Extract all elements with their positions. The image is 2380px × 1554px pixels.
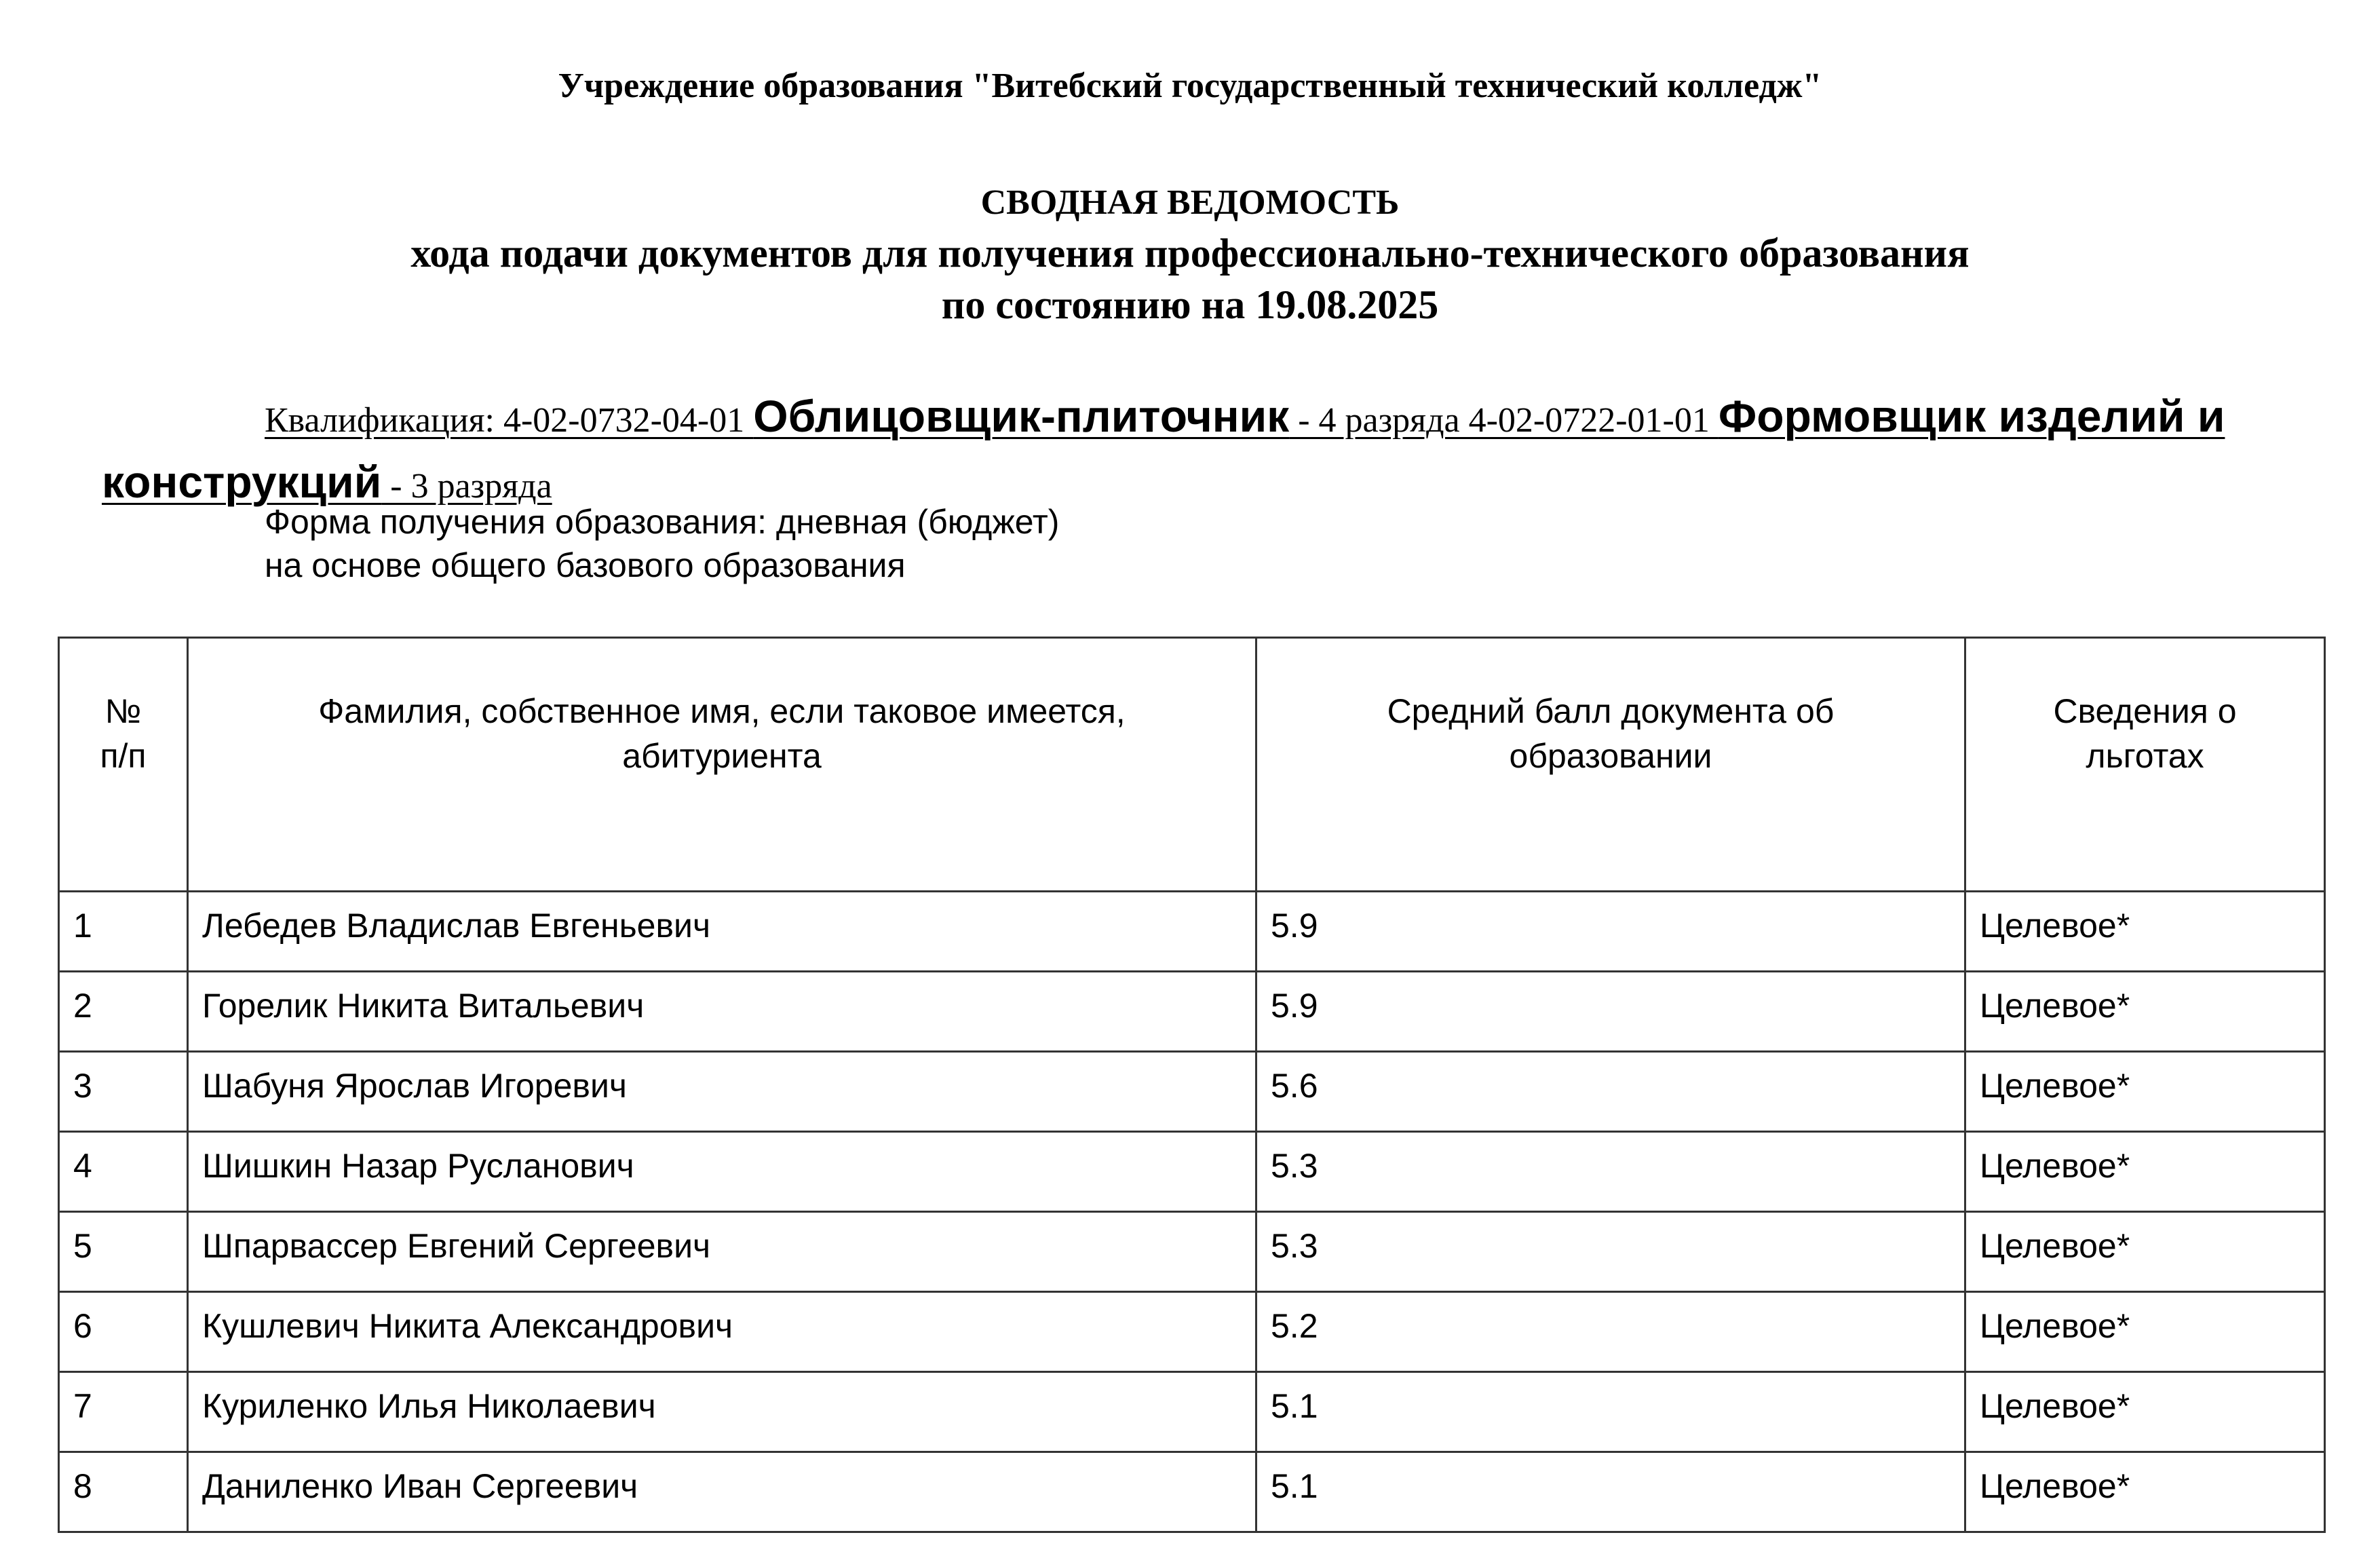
row-benefits: Целевое* <box>1965 1052 2325 1132</box>
table-header-row <box>59 638 2325 892</box>
row-benefits: Целевое* <box>1965 972 2325 1052</box>
row-score: 5.9 <box>1256 892 1965 972</box>
qualification-name-2: Формовщик изделий и конструкций <box>102 391 2225 507</box>
row-num: 1 <box>59 892 188 972</box>
table-row <box>59 1052 2325 1132</box>
header-name <box>188 638 1256 892</box>
title-line-3: по состоянию на 19.08.2025 <box>941 282 1439 327</box>
row-name: Кушлевич Никита Александрович <box>188 1292 1256 1372</box>
qualification-prefix: Квалификация: 4-02-0732-04-01 <box>265 401 754 440</box>
table-row <box>59 1292 2325 1372</box>
institution-name: Учреждение образования "Витебский государственный технический колледж" <box>558 67 1822 105</box>
row-benefits: Целевое* <box>1965 1212 2325 1292</box>
header-benefits-label: Сведения о льготах <box>2053 691 2237 775</box>
header-benefits <box>1965 638 2325 892</box>
row-num: 6 <box>59 1292 188 1372</box>
row-score: 5.3 <box>1256 1212 1965 1292</box>
qualification-name-1: Облицовщик-плиточник <box>753 391 1290 441</box>
row-score: 5.6 <box>1256 1052 1965 1132</box>
table-row <box>59 1372 2325 1452</box>
row-num: 5 <box>59 1212 188 1292</box>
row-benefits: Целевое* <box>1965 1292 2325 1372</box>
row-num: 4 <box>59 1132 188 1212</box>
row-score: 5.1 <box>1256 1372 1965 1452</box>
applicants-table <box>58 637 2326 1533</box>
row-benefits: Целевое* <box>1965 1132 2325 1212</box>
row-name: Даниленко Иван Сергеевич <box>188 1452 1256 1532</box>
row-name: Шпарвассер Евгений Сергеевич <box>188 1212 1256 1292</box>
table-row <box>59 892 2325 972</box>
document-title <box>0 178 2380 330</box>
title-line-2: хода подачи документов для получения профессионально-технического образования <box>410 231 1970 276</box>
row-num: 8 <box>59 1452 188 1532</box>
row-score: 5.3 <box>1256 1132 1965 1212</box>
row-name: Куриленко Илья Николаевич <box>188 1372 1256 1452</box>
table-row <box>59 1452 2325 1532</box>
row-score: 5.9 <box>1256 972 1965 1052</box>
title-line-1: СВОДНАЯ ВЕДОМОСТЬ <box>980 183 1400 222</box>
row-score: 5.1 <box>1256 1452 1965 1532</box>
header-score-label: Средний балл документа об образовании <box>1387 691 1835 775</box>
qualification-grade-1: - 4 разряда 4-02-0722-01-01 <box>1289 401 1719 440</box>
row-name: Шишкин Назар Русланович <box>188 1132 1256 1212</box>
row-benefits: Целевое* <box>1965 1452 2325 1532</box>
row-name: Горелик Никита Витальевич <box>188 972 1256 1052</box>
education-form: Форма получения образования: дневная (бюджет) <box>265 503 1060 541</box>
qualification-grade-2: - 3 разряда <box>381 467 552 506</box>
table-row <box>59 1212 2325 1292</box>
row-score: 5.2 <box>1256 1292 1965 1372</box>
row-benefits: Целевое* <box>1965 892 2325 972</box>
row-num: 3 <box>59 1052 188 1132</box>
table-row <box>59 1132 2325 1212</box>
header-num <box>59 638 188 892</box>
row-benefits: Целевое* <box>1965 1372 2325 1452</box>
row-name: Лебедев Владислав Евгеньевич <box>188 892 1256 972</box>
education-basis: на основе общего базового образования <box>265 546 906 584</box>
header-score <box>1256 638 1965 892</box>
table-row <box>59 972 2325 1052</box>
row-num: 7 <box>59 1372 188 1452</box>
row-name: Шабуня Ярослав Игоревич <box>188 1052 1256 1132</box>
qualification-line <box>102 385 2307 517</box>
header-num-label: № п/п <box>100 691 147 775</box>
row-num: 2 <box>59 972 188 1052</box>
header-name-label: Фамилия, собственное имя, если таковое имеется, абитуриента <box>318 691 1126 775</box>
